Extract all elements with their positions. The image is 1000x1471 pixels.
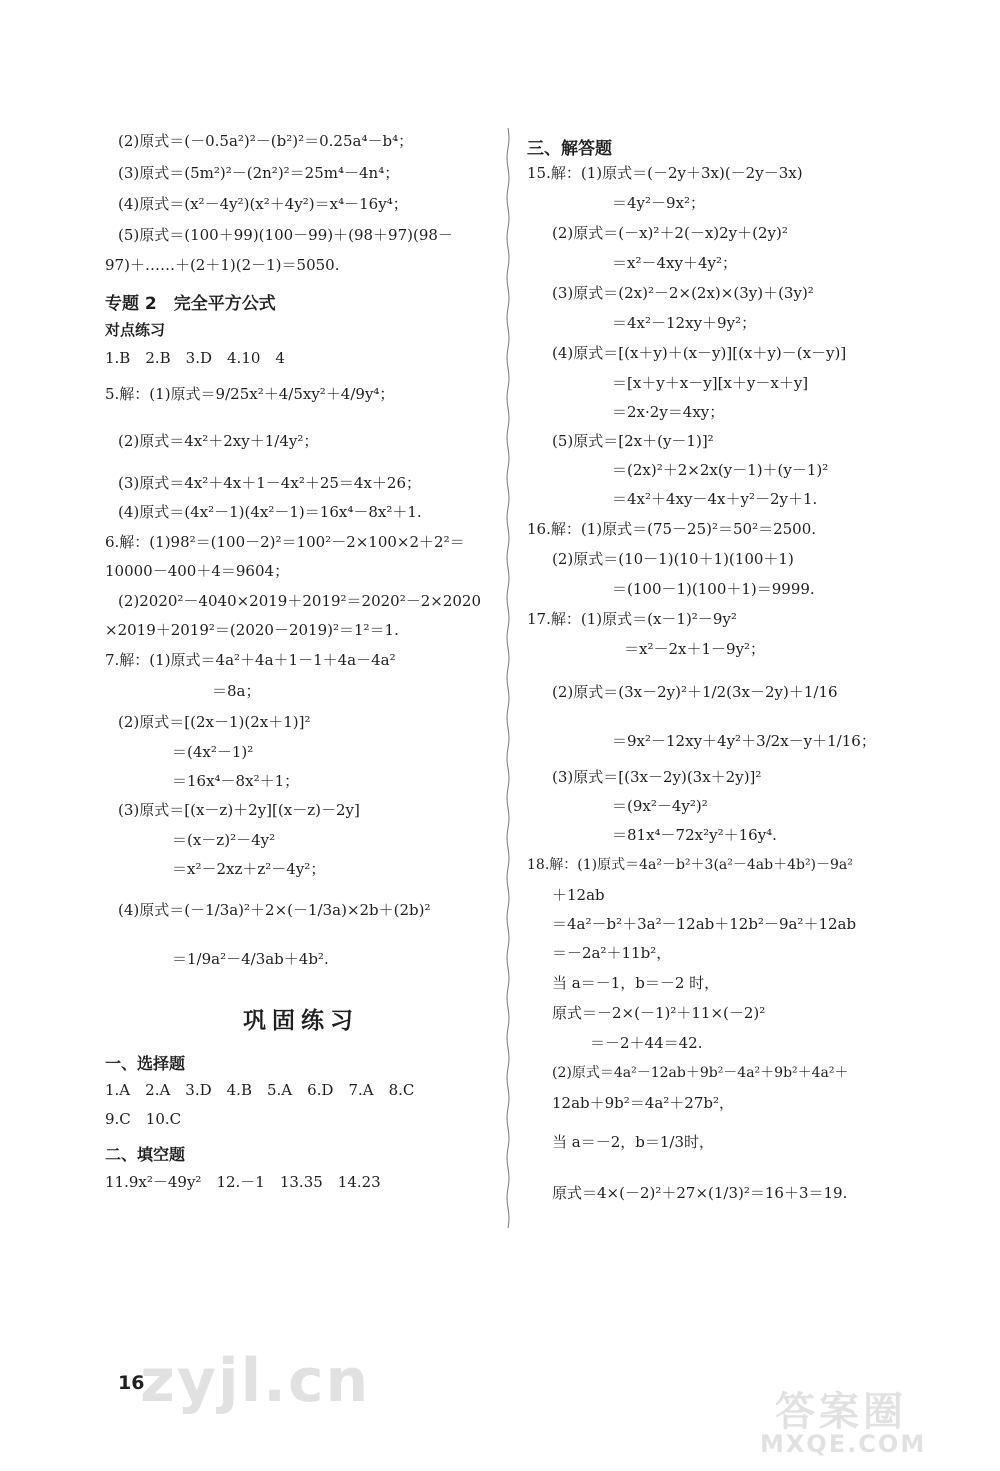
answer-line: ＝9x²－12xy＋4y²＋3/2x－y＋1/16； [612,732,876,750]
answer-line: ×2019＋2019²＝(2020－2019)²＝1²＝1. [105,621,399,639]
answer-line: 18.解：(1)原式＝4a²－b²＋3(a²－4ab＋4b²)－9a² [527,857,853,873]
answer-line: ＝(2x)²＋2×2x(y－1)＋(y－1)² [612,461,829,479]
answer-line: 5.解：(1)原式＝9/25x²＋4/5xy²＋4/9y⁴； [105,385,395,403]
column-divider [505,128,511,1228]
answer-line: ＝1/9a²－4/3ab＋4b². [172,950,329,968]
section-heading-solve: 三、解答题 [527,139,612,159]
answer-line: 16.解：(1)原式＝(75－25)²＝50²＝2500. [527,520,817,538]
answer-line: 原式＝4×(－2)²＋27×(1/3)²＝16＋3＝19. [552,1184,848,1202]
answer-line: (3)原式＝[(3x－2y)(3x＋2y)]² [552,768,762,786]
answer-line: ＝2x·2y＝4xy； [612,403,725,421]
answer-line: 10000－400＋4＝9604； [105,562,290,580]
answer-line: ＝4a²－b²＋3a²－12ab＋12b²－9a²＋12ab [552,915,857,933]
answer-line: ＝－2a²＋11b²， [552,944,672,962]
answer-line: ＝16x⁴－8x²＋1； [172,772,300,790]
answer-line: ＝(9x²－4y²)² [612,797,708,815]
answer-line: (2)原式＝(3x－2y)²＋1/2(3x－2y)＋1/16 [552,683,838,701]
answer-line: ＝4x²＋4xy－4x＋y²－2y＋1. [612,490,818,508]
left-line: (2)原式＝(－0.5a²)²－(b²)²＝0.25a⁴－b⁴； [118,132,414,150]
answer-line: ＝81x⁴－72x²y²＋16y⁴. [612,826,777,844]
answer-line: ＋12ab [552,886,605,904]
watermark-logo: MXQE.COM [760,1430,927,1458]
answer-line: 6.解：(1)98²＝(100－2)²＝100²－2×100×2＋2²＝ [105,533,465,551]
answer-line: 11.9x²－49y² 12.－1 13.35 14.23 [105,1173,381,1191]
answer-line: 7.解：(1)原式＝4a²＋4a＋1－1＋4a－4a² [105,651,396,669]
answer-line: (3)原式＝[(x－z)＋2y][(x－z)－2y] [118,801,360,819]
answer-line: (2)原式＝4a²－12ab＋9b²－4a²＋9b²＋4a²＋ [552,1065,849,1081]
answer-line: 当 a＝－1，b＝－2 时， [552,974,720,992]
answer-line: (2)2020²－4040×2019＋2019²＝2020²－2×2020 [118,592,482,610]
answer-line: ＝－2＋44＝42. [590,1034,703,1052]
answer-line: ＝x²－4xy＋4y²； [612,254,737,272]
consolidate-heading: 巩固练习 [243,1008,359,1034]
answer-line: (2)原式＝(10－1)(10＋1)(100＋1) [552,550,794,568]
answer-line: 1.B 2.B 3.D 4.10 4 [105,349,285,367]
topic-heading: 专题 2 完全平方公式 [105,294,276,314]
answer-line: (2)原式＝4x²＋2xy＋1/4y²； [118,432,319,450]
answer-line: ＝4x²－12xy＋9y²； [612,314,757,332]
answer-line: 12ab＋9b²＝4a²＋27b²， [552,1094,734,1112]
answer-line: ＝[x＋y＋x－y][x＋y－x＋y] [612,374,809,392]
answer-line: (4)原式＝[(x＋y)＋(x－y)][(x＋y)－(x－y)] [552,344,847,362]
watermark-logo: zyjl.cn [140,1346,371,1416]
answer-line: 当 a＝－2，b＝1/3时， [552,1133,714,1151]
answer-line: (3)原式＝4x²＋4x＋1－4x²＋25＝4x＋26； [118,474,422,492]
left-line: (5)原式＝(100＋99)(100－99)＋(98＋97)(98－ [118,226,453,244]
answer-line: 17.解：(1)原式＝(x－1)²－9y² [527,610,737,628]
answer-line: (2)原式＝[(2x－1)(2x＋1)]² [118,713,311,731]
answer-line: ＝8a； [212,682,261,700]
left-line: (3)原式＝(5m²)²－(2n²)²＝25m⁴－4n⁴； [118,164,400,182]
answer-line: ＝(100－1)(100＋1)＝9999. [612,580,815,598]
section-heading-choice: 一、选择题 [105,1054,186,1073]
answer-line: (5)原式＝[2x＋(y－1)]² [552,432,714,450]
answer-line: ＝(4x²－1)² [172,743,254,761]
answer-line: ＝x²－2x＋1－9y²； [624,640,766,658]
answer-line: ＝(x－z)²－4y² [172,831,276,849]
answer-line: ＝x²－2xz＋z²－4y²； [172,860,326,878]
answer-line: (3)原式＝(2x)²－2×(2x)×(3y)＋(3y)² [552,284,814,302]
answer-line: (2)原式＝(－x)²＋2(－x)2y＋(2y)² [552,224,788,242]
left-line: (4)原式＝(x²－4y²)(x²＋4y²)＝x⁴－16y⁴； [118,195,408,213]
answer-line: (4)原式＝(－1/3a)²＋2×(－1/3a)×2b＋(2b)² [118,901,431,919]
subheading-drill: 对点练习 [105,321,166,339]
answer-line: ＝4y²－9x²； [612,194,706,212]
left-line: 97)＋……＋(2＋1)(2－1)＝5050. [105,256,340,274]
answer-line: 9.C 10.C [105,1110,182,1128]
answer-line: 1.A 2.A 3.D 4.B 5.A 6.D 7.A 8.C [105,1081,415,1099]
answer-line: 15.解：(1)原式＝(－2y＋3x)(－2y－3x) [527,164,803,182]
watermark-logo: 答案圈 [775,1389,907,1435]
answer-line: 原式＝－2×(－1)²＋11×(－2)² [552,1004,766,1022]
page-number: 16 [118,1372,145,1394]
section-heading-fill: 二、填空题 [105,1145,186,1164]
answer-line: (4)原式＝(4x²－1)(4x²－1)＝16x⁴－8x²＋1. [118,503,422,521]
